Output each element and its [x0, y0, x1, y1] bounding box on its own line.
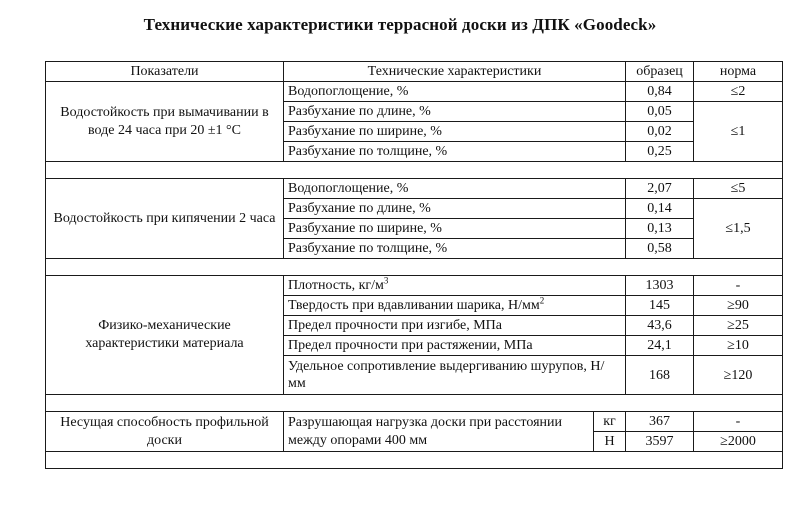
- row-norm: ≤1,5: [694, 199, 783, 259]
- document-title: Технические характеристики террасной доски из ДПК «Goodeck»: [143, 15, 657, 34]
- row-name: Разбухание по длине, %: [284, 102, 626, 122]
- row-norm: ≤2: [694, 82, 783, 102]
- header-norm: норма: [694, 62, 783, 82]
- row-norm: ≥2000: [694, 432, 783, 452]
- spacer-cell: [46, 395, 783, 412]
- row-sample: 0,13: [626, 219, 694, 239]
- row-name: [284, 296, 626, 316]
- row-norm: ≥120: [694, 356, 783, 395]
- row-sample: 1303: [626, 276, 694, 296]
- row-sample: 0,02: [626, 122, 694, 142]
- row-sample: 0,14: [626, 199, 694, 219]
- row-norm: -: [694, 412, 783, 432]
- row-sample: 24,1: [626, 336, 694, 356]
- row-name: Предел прочности при растяжении, МПа: [284, 336, 626, 356]
- table-row: [46, 276, 783, 296]
- header-characteristics: Технические характеристики: [284, 62, 626, 82]
- row-sample: 367: [626, 412, 694, 432]
- group-label-load: Несущая способность профильной доски: [46, 412, 284, 452]
- spacer-row: [46, 395, 783, 412]
- row-sample: 43,6: [626, 316, 694, 336]
- specifications-table: [45, 61, 783, 469]
- row-unit: Н: [594, 432, 626, 452]
- row-name: Разбухание по ширине, %: [284, 219, 626, 239]
- row-name-text: Плотность, кг/м: [288, 278, 384, 293]
- row-name: Предел прочности при изгибе, МПа: [284, 316, 626, 336]
- superscript: 2: [539, 295, 545, 306]
- row-norm: ≥10: [694, 336, 783, 356]
- row-sample: 0,05: [626, 102, 694, 122]
- spacer-cell: [46, 452, 783, 469]
- row-sample: 0,58: [626, 239, 694, 259]
- row-norm: ≥25: [694, 316, 783, 336]
- row-sample: 168: [626, 356, 694, 395]
- table-row: [46, 82, 783, 102]
- row-name: Разрушающая нагрузка доски при расстоянии между опорами 400 мм: [284, 412, 594, 452]
- row-sample: 0,25: [626, 142, 694, 162]
- row-name: Разбухание по ширине, %: [284, 122, 626, 142]
- row-name: Разбухание по толщине, %: [284, 239, 626, 259]
- row-norm: ≤1: [694, 102, 783, 162]
- header-row: [46, 62, 783, 82]
- header-indicators: Показатели: [46, 62, 284, 82]
- table-row: [46, 412, 783, 432]
- row-name: Водопоглощение, %: [284, 179, 626, 199]
- row-name-text: Твердость при вдавливании шарика, Н/мм: [288, 298, 540, 313]
- row-norm: -: [694, 276, 783, 296]
- spacer-cell: [46, 162, 783, 179]
- row-sample: 0,84: [626, 82, 694, 102]
- spacer-row: [46, 259, 783, 276]
- row-sample: 3597: [626, 432, 694, 452]
- spacer-row: [46, 452, 783, 469]
- row-name: [284, 276, 626, 296]
- row-unit: кг: [594, 412, 626, 432]
- row-name: Разбухание по длине, %: [284, 199, 626, 219]
- row-sample: 145: [626, 296, 694, 316]
- row-name: Разбухание по толщине, %: [284, 142, 626, 162]
- header-sample: образец: [626, 62, 694, 82]
- row-norm: ≤5: [694, 179, 783, 199]
- row-norm: ≥90: [694, 296, 783, 316]
- group-label-boiling: Водостойкость при кипячении 2 часа: [46, 179, 284, 259]
- spacer-cell: [46, 259, 783, 276]
- row-name: Водопоглощение, %: [284, 82, 626, 102]
- spacer-row: [46, 162, 783, 179]
- group-label-physical: Физико-механические характеристики материала: [46, 276, 284, 395]
- group-label-soaking: Водостойкость при вымачивании в воде 24 часа при 20 ±1 °С: [46, 82, 284, 162]
- superscript: 3: [383, 275, 389, 286]
- table-row: [46, 179, 783, 199]
- row-name: Удельное сопротивление выдергиванию шурупов, Н/мм: [284, 356, 626, 395]
- row-sample: 2,07: [626, 179, 694, 199]
